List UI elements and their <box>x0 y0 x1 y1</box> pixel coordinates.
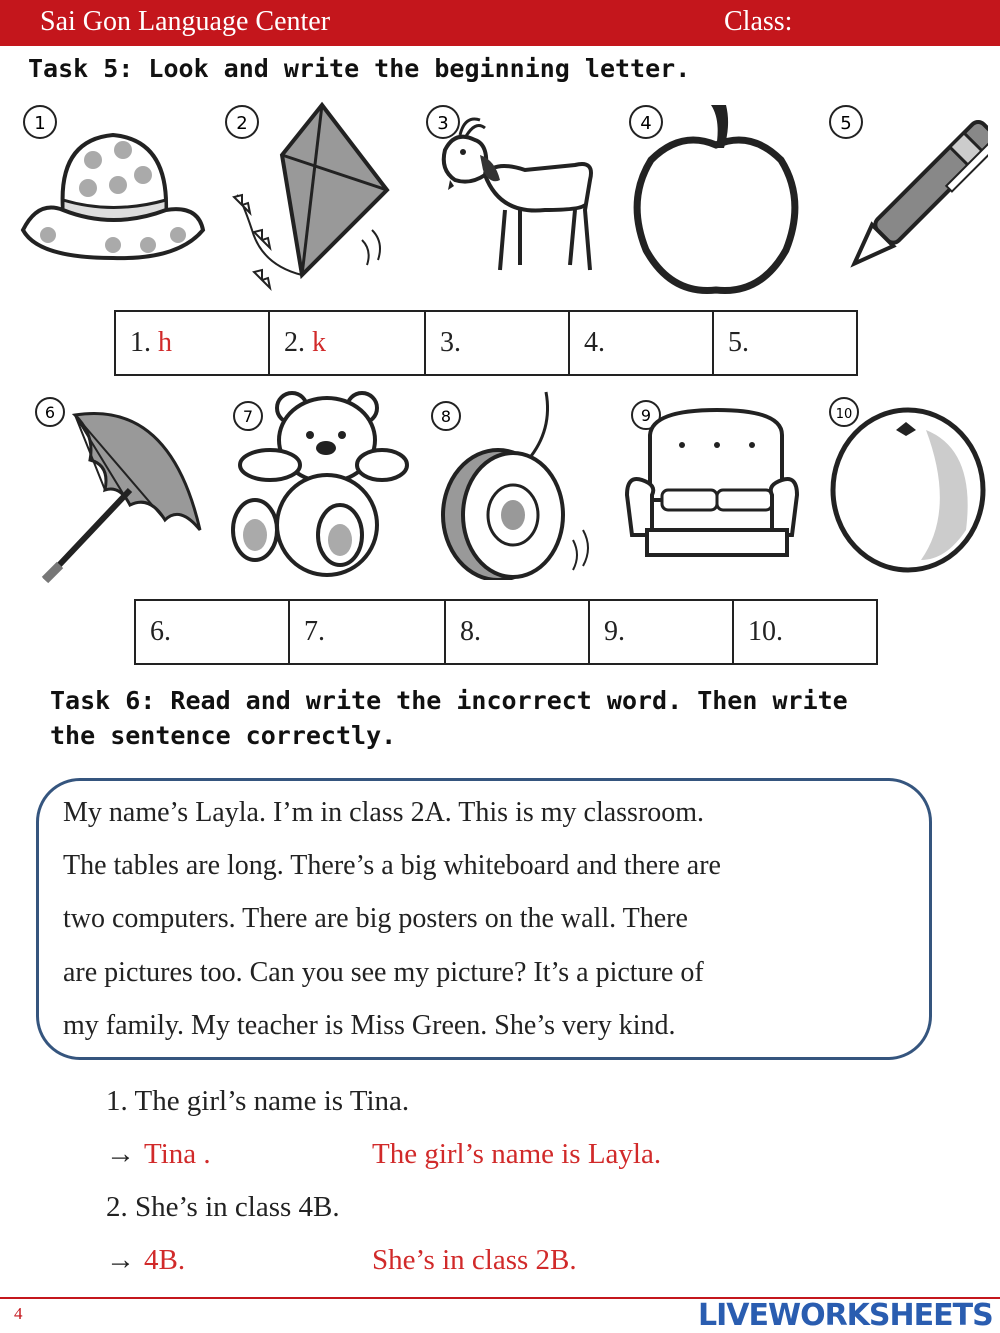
question-1: 1. The girl’s name is Tina. <box>106 1085 410 1117</box>
yoyo-icon <box>428 390 608 584</box>
task6-title-line1: Task 6: Read and write the incorrect word. Then write <box>50 686 848 715</box>
teddy-bear-icon <box>230 390 410 584</box>
orange-icon <box>826 390 986 584</box>
svg-text:4: 4 <box>640 113 652 134</box>
arrow: → <box>106 1138 135 1170</box>
svg-text:5: 5 <box>840 113 852 134</box>
svg-text:9: 9 <box>640 406 652 425</box>
class-label: Class: <box>724 6 793 37</box>
answer-cell[interactable]: 1. h <box>115 311 269 375</box>
answer-cell[interactable]: 10. <box>733 600 877 664</box>
kite-icon <box>222 100 412 304</box>
passage-line: my family. My teacher is Miss Green. She’s very kind. <box>63 1010 676 1041</box>
hat-icon <box>18 100 208 274</box>
center-name: Sai Gon Language Center <box>40 6 331 37</box>
liveworksheets-logo: LIVEWORKSHEETS <box>698 1298 993 1333</box>
svg-text:2: 2 <box>236 113 248 134</box>
task5-title: Task 5: Look and write the beginning letter. <box>28 54 691 83</box>
answer-cell[interactable]: 6. <box>135 600 289 664</box>
svg-text:8: 8 <box>440 407 452 426</box>
answer-cell[interactable]: 5. <box>713 311 857 375</box>
incorrect-word-1[interactable]: Tina . <box>144 1138 211 1170</box>
answer-cell[interactable]: 9. <box>589 600 733 664</box>
answer-cell[interactable]: 3. <box>425 311 569 375</box>
arrow: → <box>106 1244 135 1276</box>
passage-line: My name’s Layla. I’m in class 2A. This is my classroom. <box>63 797 705 828</box>
question-2: 2. She’s in class 4B. <box>106 1191 340 1223</box>
goat-icon <box>425 100 615 284</box>
umbrella-icon <box>30 390 210 594</box>
passage-line: two computers. There are big posters on the wall. There <box>63 903 688 934</box>
answer-table-row1 <box>114 310 858 376</box>
page-number: 4 <box>14 1304 23 1323</box>
reading-passage <box>36 778 932 1060</box>
pen-icon <box>828 100 988 304</box>
apple-icon <box>626 100 816 304</box>
svg-text:6: 6 <box>44 403 56 422</box>
svg-text:3: 3 <box>437 113 449 134</box>
answer-cell[interactable]: 7. <box>289 600 445 664</box>
page-header <box>0 0 1000 46</box>
answer-cell[interactable]: 8. <box>445 600 589 664</box>
pic-number-1: 1 <box>34 113 46 134</box>
task6-title-line2: the sentence correctly. <box>50 721 397 750</box>
passage-line: The tables are long. There’s a big whiteboard and there are <box>63 850 721 881</box>
svg-text:7: 7 <box>242 407 254 426</box>
correct-sentence-1[interactable]: The girl’s name is Layla. <box>372 1138 662 1170</box>
sofa-icon <box>622 395 802 579</box>
svg-text:10: 10 <box>835 407 853 422</box>
answer-cell[interactable]: 2. k <box>269 311 425 375</box>
passage-line: are pictures too. Can you see my picture? It’s a picture of <box>63 957 704 988</box>
answer-cell[interactable]: 4. <box>569 311 713 375</box>
incorrect-word-2[interactable]: 4B. <box>144 1244 186 1276</box>
correct-sentence-2[interactable]: She’s in class 2B. <box>372 1244 577 1276</box>
answer-table-row2 <box>134 599 878 665</box>
